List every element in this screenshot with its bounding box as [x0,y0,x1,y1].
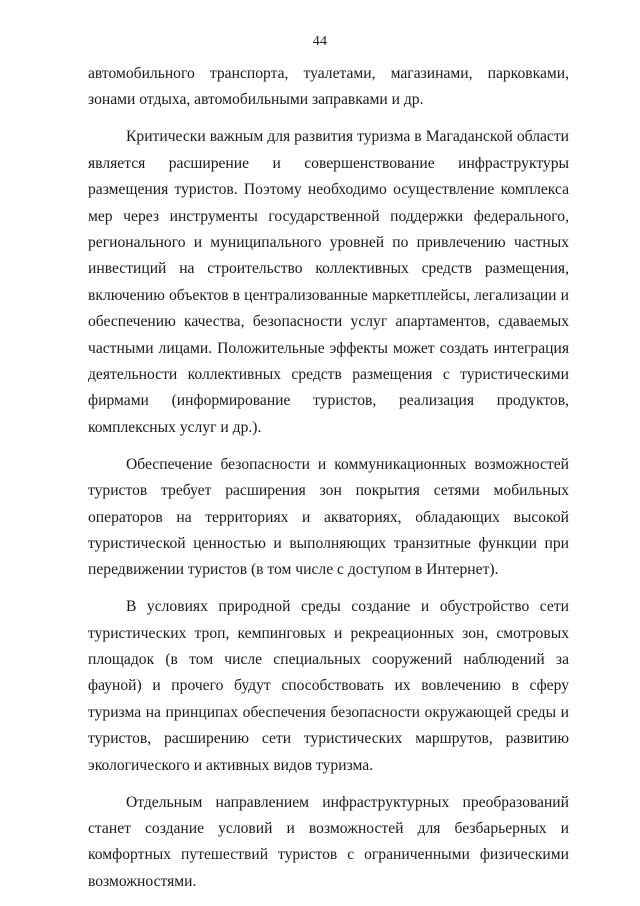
paragraph-safety-communications: Обеспечение безопасности и коммуникационных возможностей туристов требует расширения зон покрытия сетями мобильных операторов на территориях и акваториях, обладающих высокой туристической ценностью и выполняющих транзитные функции при передвижении туристов (в том числе с доступом в Интернет). [88,455,569,579]
body-text [88,61,569,906]
paragraph-accommodation-infrastructure: Критически важным для развития туризма в Магаданской области является расширение и совершенствование инфраструктуры размещения туристов. Поэтому необходимо осуществление комплекса мер через инструменты государственной поддержки федерального, регионального и муниципального уровней по привлечению частных инвестиций на строительство коллективных средств размещения, включению объектов в централизованные маркетплейсы, легализации и обеспечению качества, безопасности услуг апартаментов, сдаваемых частными лицами. Положительные эффекты может создать интеграция деятельности коллективных средств размещения с туристическими фирмами (информирование туристов, реализация продуктов, комплексных услуг и др.). [88,128,569,436]
page-number: 44 [312,34,328,49]
paragraph-barrier-free-travel: Отдельным направлением инфраструктурных преобразований станет создание условий и возможностей для безбарьерных и комфортных путешествий туристов с ограниченными физическими возможностями. [88,793,569,890]
paragraph-natural-environment: В условиях природной среды создание и обустройство сети туристических троп, кемпинговых и рекреационных зон, смотровых площадок (в том числе специальных сооружений наблюдений за фауной) и прочего будут способствовать их вовлечению в сферу туризма на принципах обеспечения безопасности окружающей среды и туристов, расширению сети туристических маршрутов, развитию экологического и активных видов туризма. [88,598,569,774]
paragraph-continuation: автомобильного транспорта, туалетами, магазинами, парковками, зонами отдыха, автомобильными заправками и др. [88,65,569,109]
